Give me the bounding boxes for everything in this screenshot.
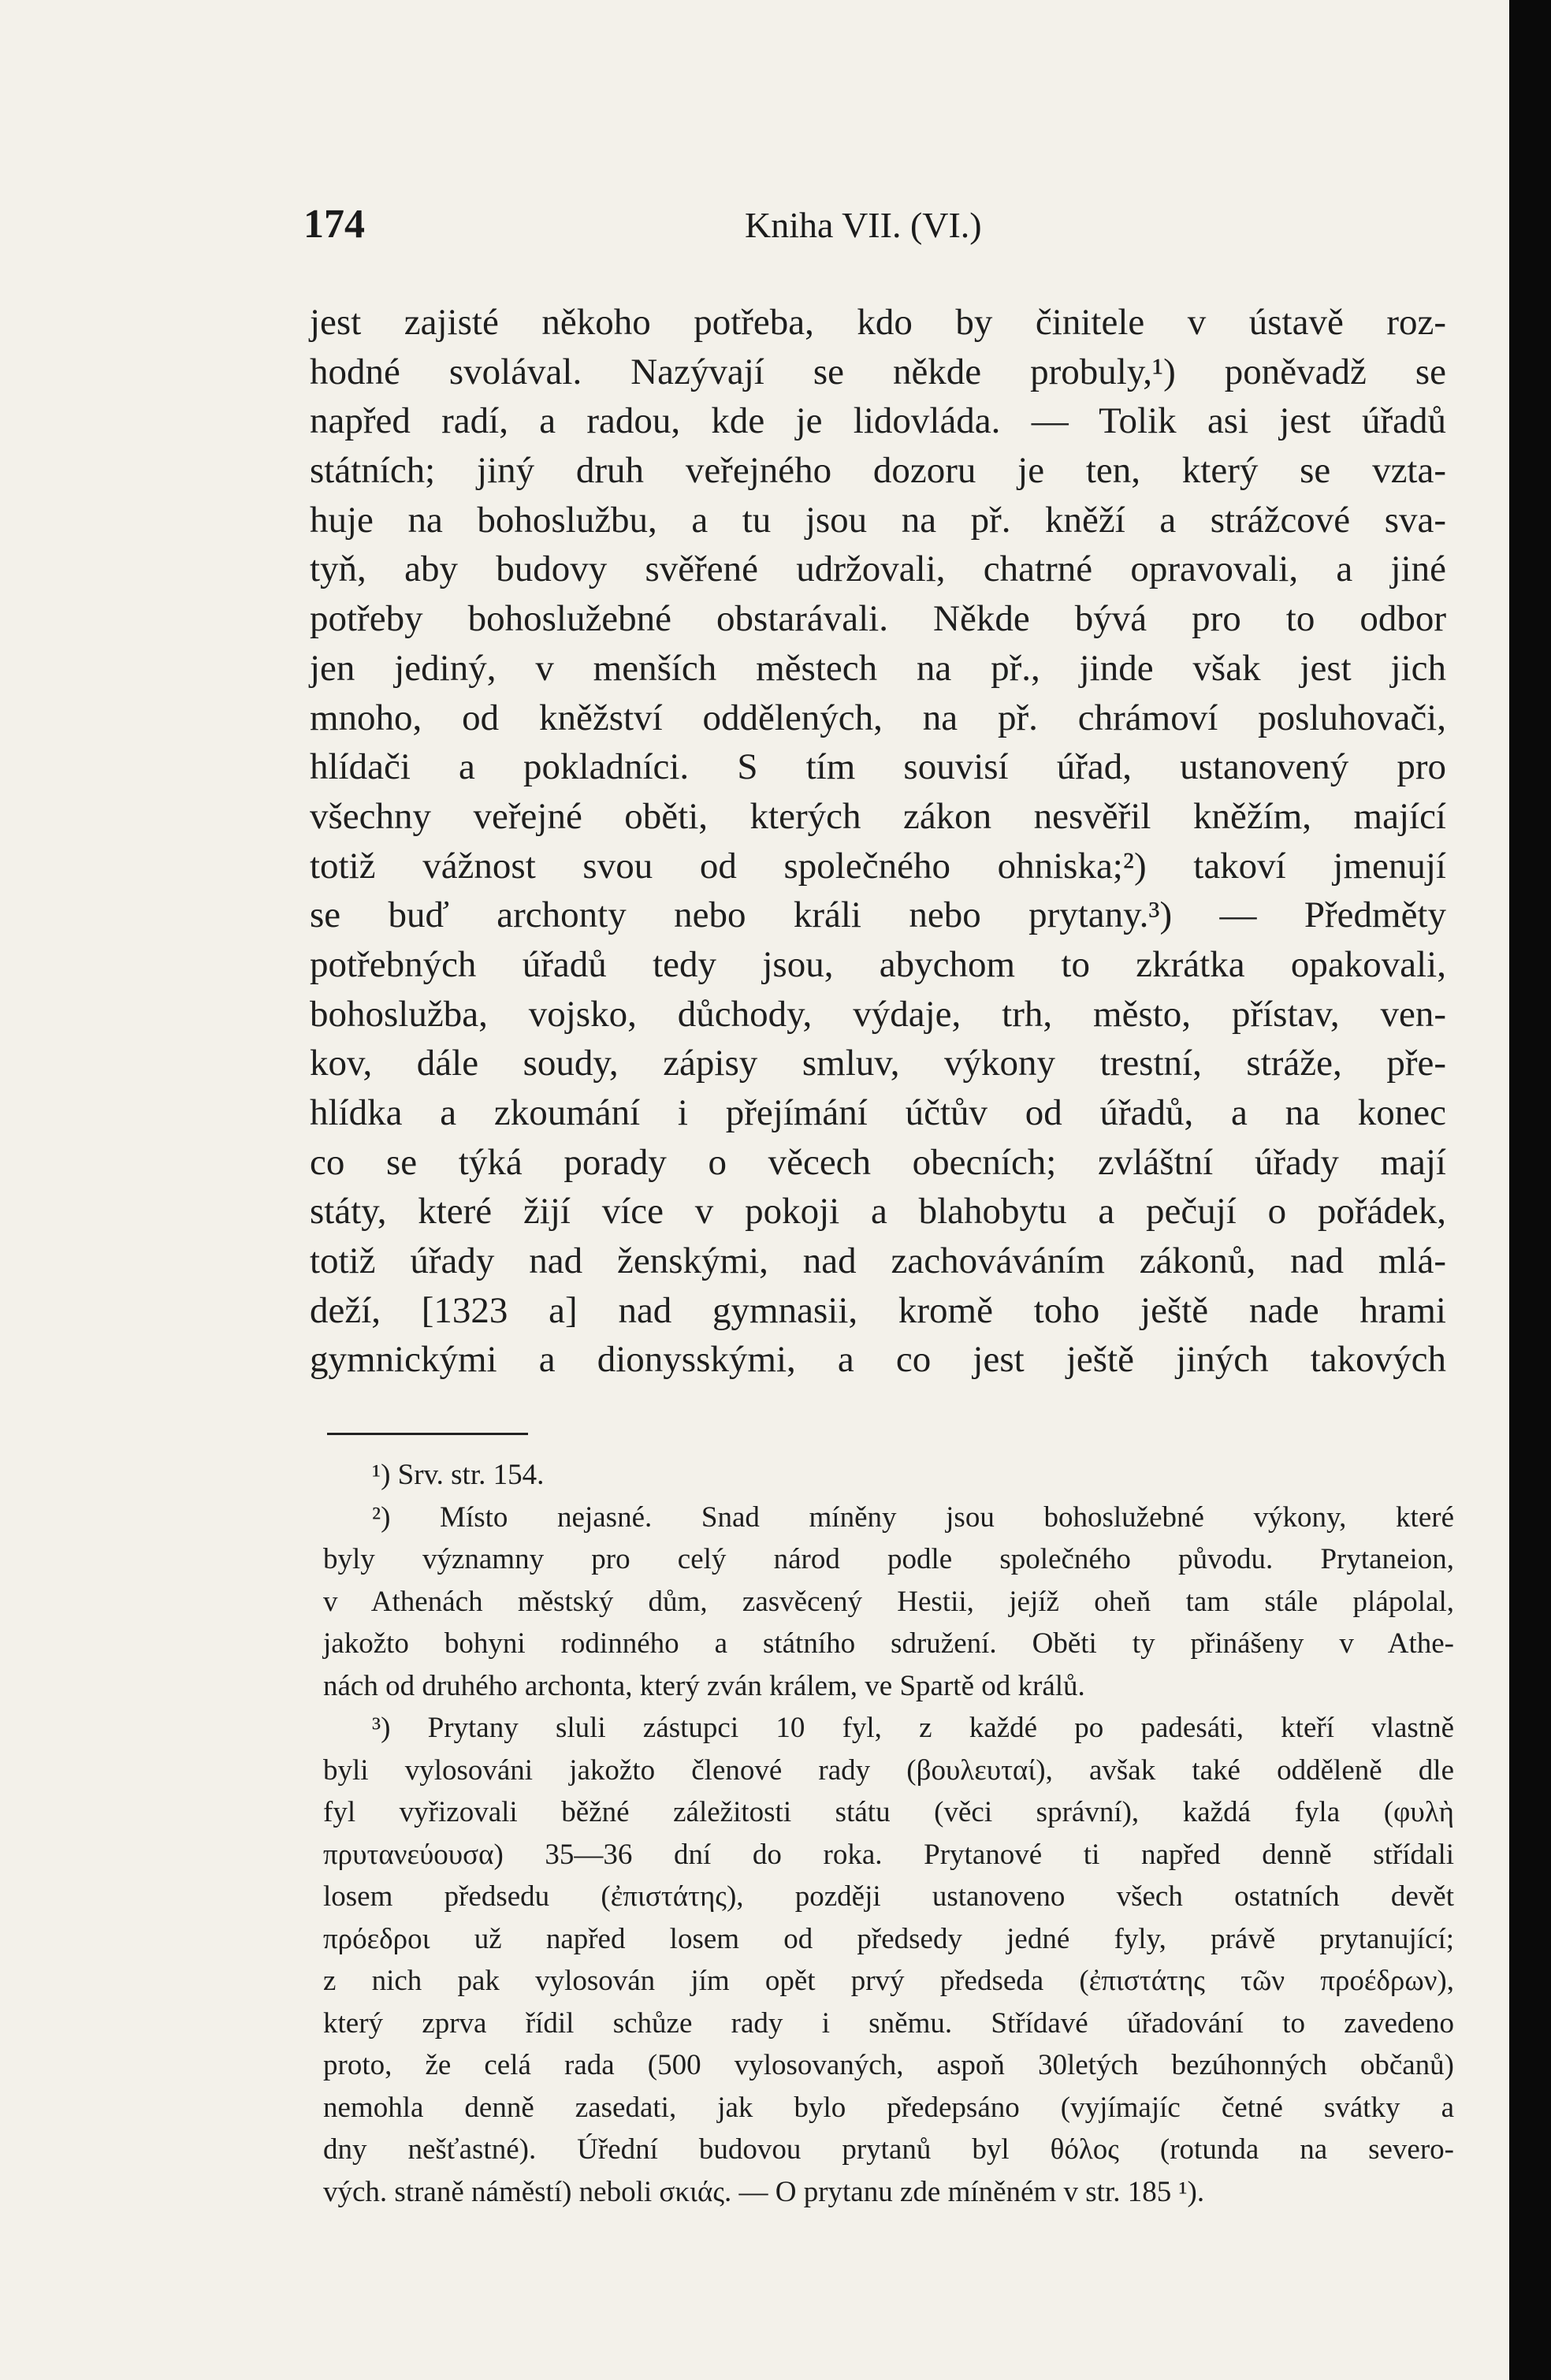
text-line: deží, [1323 a] nad gymnasii, kromě toho ještě nade hrami [310,1289,1446,1331]
text-line: tyň, aby budovy svěřené udržovali, chatrné opravovali, a jiné [310,549,1446,590]
footnote-line: fyl vyřizovali běžné záležitosti státu (věci správní), každá fyla (φυλὴ [323,1796,1454,1828]
footnote-line: πρόεδροι už napřed losem od předsedy jedné fyly, právě prytanující; [323,1922,1454,1955]
footnote-line: proto, že celá rada (500 vylosovaných, aspoň 30letých bezúhonných občanů) [323,2049,1454,2081]
main-text [310,298,1446,1385]
footnote-line: vých. straně náměstí) neboli σκιάς. — O prytanu zde míněném v str. 185 ¹). [323,2175,1205,2208]
footnote-line: πρυτανεύουσα) 35—36 dní do roka. Prytanové ti napřed denně střídali [323,1838,1454,1871]
footnote-line: nách od druhého archonta, který zván králem, ve Spartě od králů. [323,1669,1085,1702]
text-line: hlídka a zkoumání i přejímání účtův od úřadů, a na konec [310,1092,1446,1133]
footnote-line: losem předsedu (ἐπιστάτης), později ustanoveno všech ostatních devět [323,1880,1454,1913]
text-line: totiž úřady nad ženskými, nad zachováváním zákonů, nad mlá- [310,1240,1446,1282]
text-line: jest zajisté někoho potřeba, kdo by činitele v ústavě roz- [310,302,1446,343]
text-line: bohoslužba, vojsko, důchody, výdaje, trh, město, přístav, ven- [310,993,1446,1035]
page-number: 174 [303,202,365,247]
text-line: co se týká porady o věcech obecních; zvláštní úřady mají [310,1141,1446,1183]
text-line: se buď archonty nebo králi nebo prytany.³) — Předměty [310,894,1446,936]
text-line: huje na bohoslužbu, a tu jsou na př. kněží a strážcové sva- [310,499,1446,541]
scan-edge [1509,0,1551,2380]
footnote-line: ¹) Srv. str. 154. [372,1459,545,1491]
text-line: totiž vážnost svou od společného ohniska;²) takoví jmenují [310,845,1446,887]
text-line: hodné svolával. Nazývají se někde probuly,¹) poněvadž se [310,351,1446,392]
footnote-line: byli vylosováni jakožto členové rady (βουλευταί), avšak také odděleně dle [323,1753,1454,1787]
footnote-line: ³) Prytany sluli zástupci 10 fyl, z každé po padesáti, kteří vlastně [372,1712,1454,1744]
footnote-line: jakožto bohyni rodinného a státního sdružení. Oběti ty přinášeny v Athe- [323,1627,1454,1660]
text-line: všechny veřejné oběti, kterých zákon nesvěřil kněžím, mající [310,795,1446,837]
text-line: kov, dále soudy, zápisy smluv, výkony trestní, stráže, pře- [310,1043,1446,1084]
text-line: potřebných úřadů tedy jsou, abychom to zkrátka opakovali, [310,943,1446,985]
footnote-line: dny nešťastné). Úřední budovou prytanů byl θόλος (rotunda na severo- [323,2133,1454,2166]
text-line: potřeby bohoslužebné obstarávali. Někde bývá pro to odbor [310,598,1446,640]
footnote-line: nemohla denně zasedati, jak bylo předepsáno (vyjímajíc četné svátky a [323,2091,1454,2124]
footnote-line: z nich pak vylosován jím opět prvý předseda (ἐπιστάτης τῶν προέδρων), [323,1965,1454,1997]
page-header [303,201,1446,264]
footnote-line: byly významny pro celý národ podle společného původu. Prytaneion, [323,1543,1454,1575]
running-head: Kniha VII. (VI.) [745,205,982,245]
footnote-line: který zprva řídil schůze rady i sněmu. Střídavé úřadování to zavedeno [323,2006,1454,2040]
text-line: hlídači a pokladníci. S tím souvisí úřad, ustanovený pro [310,746,1446,788]
text-line: jen jediný, v menších městech na př., jinde však jest jich [310,647,1446,689]
text-line: státních; jiný druh veřejného dozoru je ten, který se vzta- [310,450,1446,492]
footnote-line: v Athenách městský dům, zasvěcený Hestii, jejíž oheň tam stále plápolal, [323,1585,1454,1618]
text-line: napřed radí, a radou, kde je lidovláda. — Tolik asi jest úřadů [310,400,1446,442]
footnotes [323,1454,1454,2213]
text-line: gymnickými a dionysskými, a co jest ještě jiných takových [310,1339,1446,1381]
text-line: mnoho, od kněžství oddělených, na př. chrámoví posluhovači, [310,697,1446,738]
footnote-divider [327,1433,528,1435]
text-line: státy, které žijí více v pokoji a blahobytu a pečují o pořádek, [310,1191,1446,1233]
footnote-line: ²) Místo nejasné. Snad míněny jsou bohoslužebné výkony, které [372,1501,1454,1534]
